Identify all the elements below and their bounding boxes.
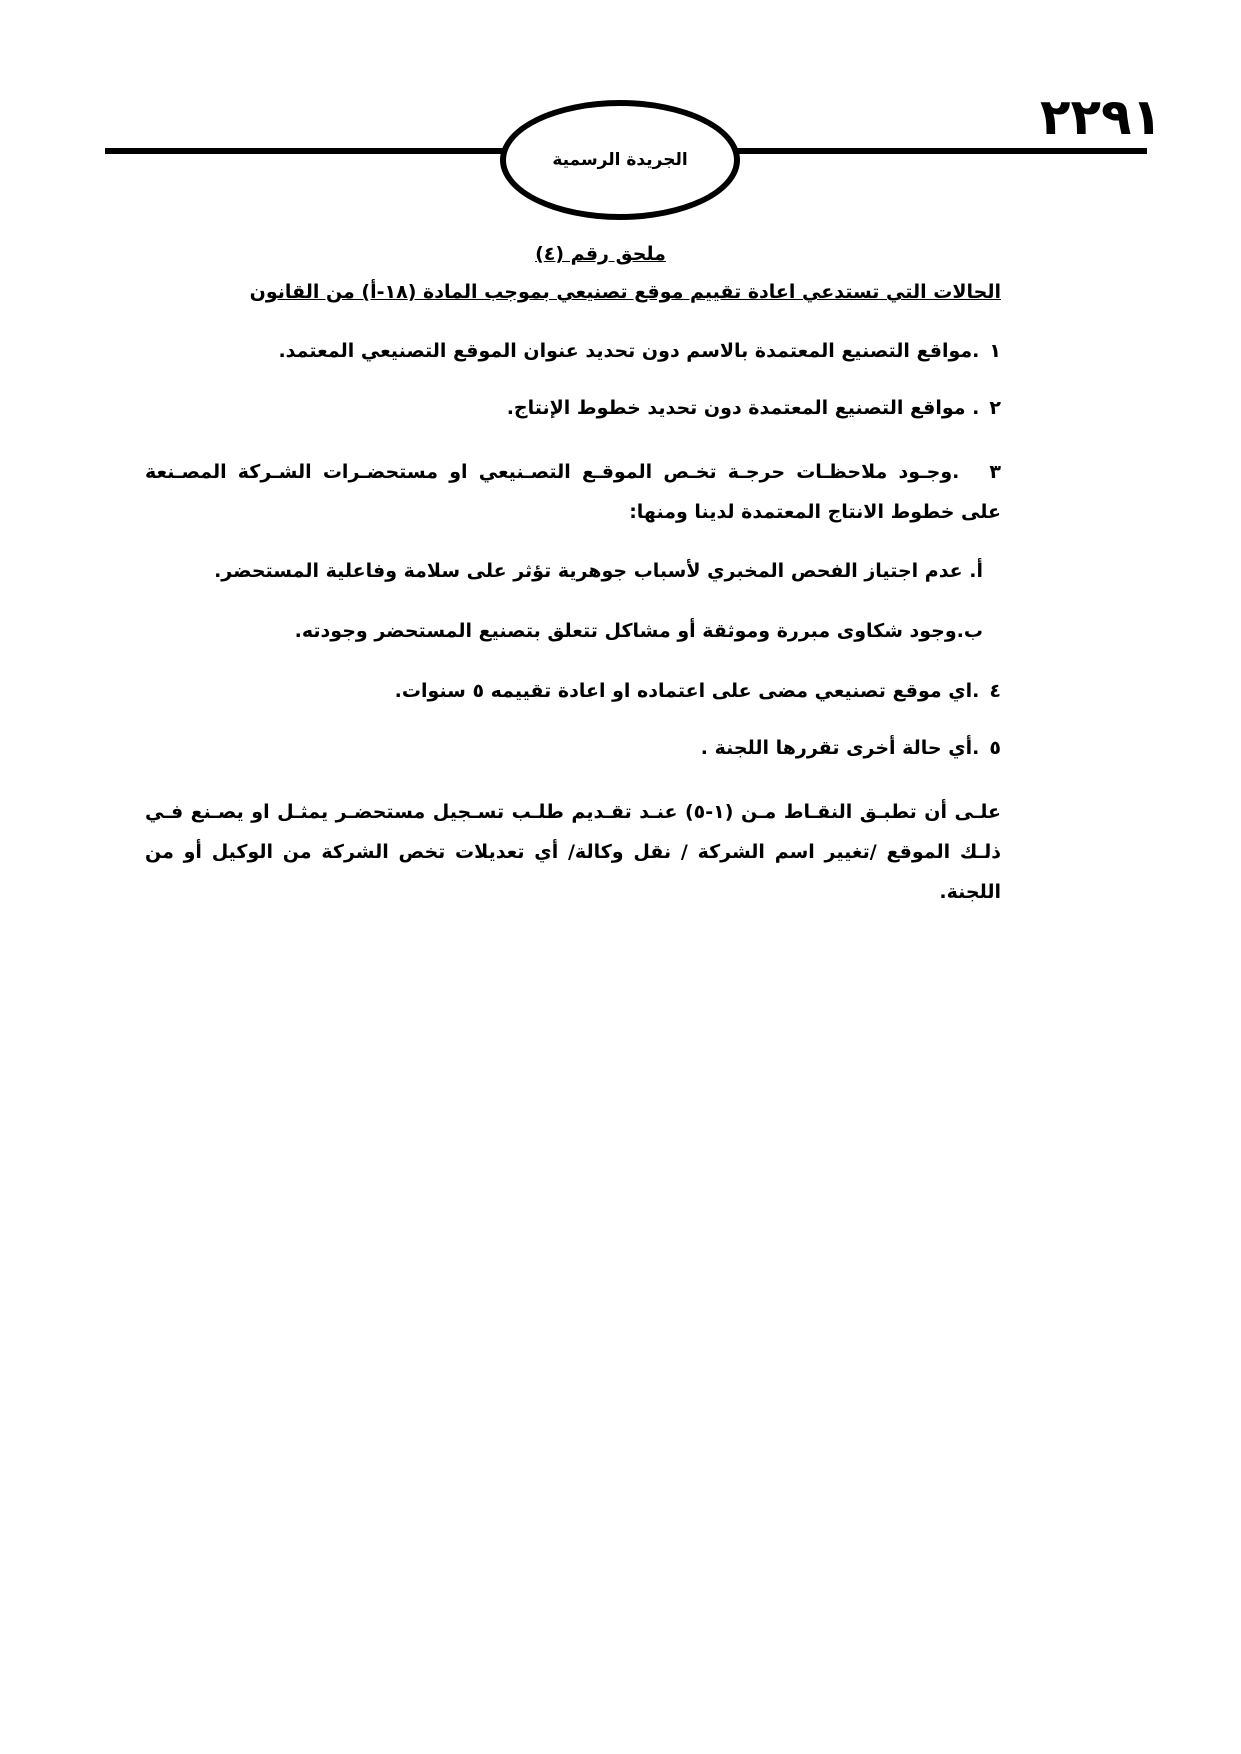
- list-item: [278, 340, 1001, 362]
- item-number: ٢: [989, 397, 1001, 419]
- list-item: [145, 452, 1001, 532]
- annex-title: الحالات التي تستدعي اعادة تقييم موقع تصنيعي بموجب المادة (١٨-أ) من القانون: [249, 281, 1001, 303]
- sub-item: ب.وجود شكاوى مبررة وموثقة أو مشاكل تتعلق بتصنيع المستحضر وجودته.: [294, 620, 983, 642]
- footer-paragraph: علـى أن تطبـق النقـاط مـن (١-٥) عنـد تقـديم طلـب تسـجيل مستحضـر يمثـل او يصـنع فـي ذلـك الموقع /تغيير اسم الشركة / نقل وكالة/ أي تعديلات تخص الشركة من الوكيل أو من اللجنة.: [145, 801, 1001, 903]
- item-text: . مواقع التصنيع المعتمدة دون تحديد خطوط الإنتاج.: [506, 397, 980, 419]
- item-number: ٤: [989, 680, 1001, 702]
- header-rule-right: [735, 148, 1147, 154]
- item-number: ٣: [989, 461, 1001, 483]
- annex-label-text: ملحق رقم (٤): [535, 243, 666, 265]
- gazette-name: الجريدة الرسمية: [552, 150, 688, 170]
- item-text: .وجـود ملاحظـات حرجـة تخـص الموقـع التصـنيعي او مستحضـرات الشـركة المصـنعة على خطوط الانتاج المعتمدة لدينا ومنها:: [145, 461, 1001, 523]
- list-item: [395, 680, 1001, 702]
- sub-item: أ. عدم اجتياز الفحص المخبري لأسباب جوهرية تؤثر على سلامة وفاعلية المستحضر.: [214, 560, 983, 582]
- item-number: ١: [989, 340, 1001, 362]
- annex-label: [520, 243, 681, 265]
- list-item: [701, 737, 1001, 759]
- gazette-oval: [500, 100, 740, 220]
- item-text: .أي حالة أخرى تقررها اللجنة .: [700, 737, 980, 759]
- header-rule-left: [105, 148, 505, 154]
- list-item: [507, 397, 1001, 419]
- item-number: ٥: [989, 737, 1001, 759]
- item-text: .اي موقع تصنيعي مضى على اعتماده او اعادة تقييمه ٥ سنوات.: [394, 680, 980, 702]
- page-number: ٢٢٩١: [1040, 88, 1163, 146]
- item-text: .مواقع التصنيع المعتمدة بالاسم دون تحديد عنوان الموقع التصنيعي المعتمد.: [278, 340, 980, 362]
